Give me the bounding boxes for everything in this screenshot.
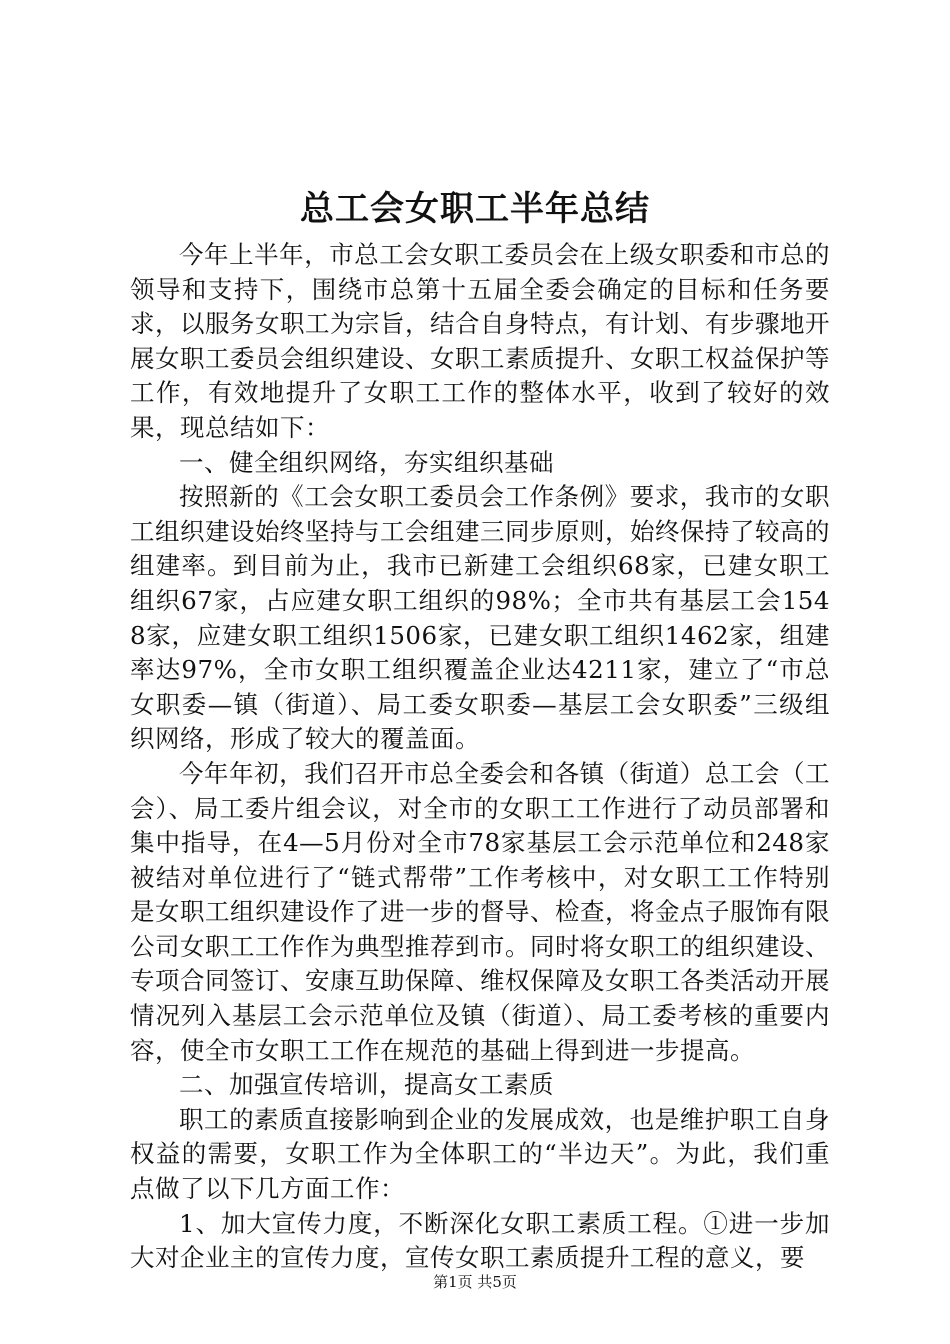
page-footer: 第1页 共5页 xyxy=(433,1273,517,1291)
paragraph-quality: 职工的素质直接影响到企业的发展成效，也是维护职工自身权益的需要，女职工作为全体职工的“半边天”。为此，我们重点做了以下几方面工作： xyxy=(130,1104,830,1204)
paragraph-intro: 今年上半年，市总工会女职工委员会在上级女职委和市总的领导和支持下，围绕市总第十五届全委会确定的目标和任务要求，以服务女职工为宗旨，结合自身特点，有计划、有步骤地开展女职工委员会组织建设、女职工素质提升、女职工权益保护等工作，有效地提升了女职工工作的整体水平，收到了较好的效果，现总结如下： xyxy=(130,240,830,442)
section-heading-2: 二、加强宣传培训，提高女工素质 xyxy=(179,1070,554,1100)
paragraph-item-1: 1、加大宣传力度，不断深化女职工素质工程。①进一步加大对企业主的宣传力度，宣传女职工素质提升工程的意义，要 xyxy=(130,1208,830,1273)
paragraph-org-stats: 按照新的《工会女职工委员会工作条例》要求，我市的女职工组织建设始终坚持与工会组建三同步原则，始终保持了较高的组建率。到目前为止，我市已新建工会组织68家，已建女职工组织67家，占应建女职工组织的98%；全市共有基层工会1548家，应建女职工组织1506家，已建女职工组织1462家，组建率达97%，全市女职工组织覆盖企业达4211家，建立了“市总女职委—镇（街道）、局工委女职委—基层工会女职委”三级组织网络，形成了较大的覆盖面。 xyxy=(130,482,830,754)
document-body xyxy=(130,238,830,1276)
document-title: 总工会女职工半年总结 xyxy=(300,189,650,229)
section-heading-1: 一、健全组织网络，夯实组织基础 xyxy=(179,447,554,477)
paragraph-early-year: 今年年初，我们召开市总全委会和各镇（街道）总工会（工会）、局工委片组会议，对全市的女职工工作进行了动员部署和集中指导，在4—5月份对全市78家基层工会示范单位和248家被结对单位进行了“链式帮带”工作考核中，对女职工工作特别是女职工组织建设作了进一步的督导、检查，将金点子服饰有限公司女职工工作作为典型推荐到市。同时将女职工的组织建设、专项合同签订、安康互助保障、维权保障及女职工各类活动开展情况列入基层工会示范单位及镇（街道）、局工委考核的重要内容，使全市女职工工作在规范的基础上得到进一步提高。 xyxy=(130,758,830,1065)
